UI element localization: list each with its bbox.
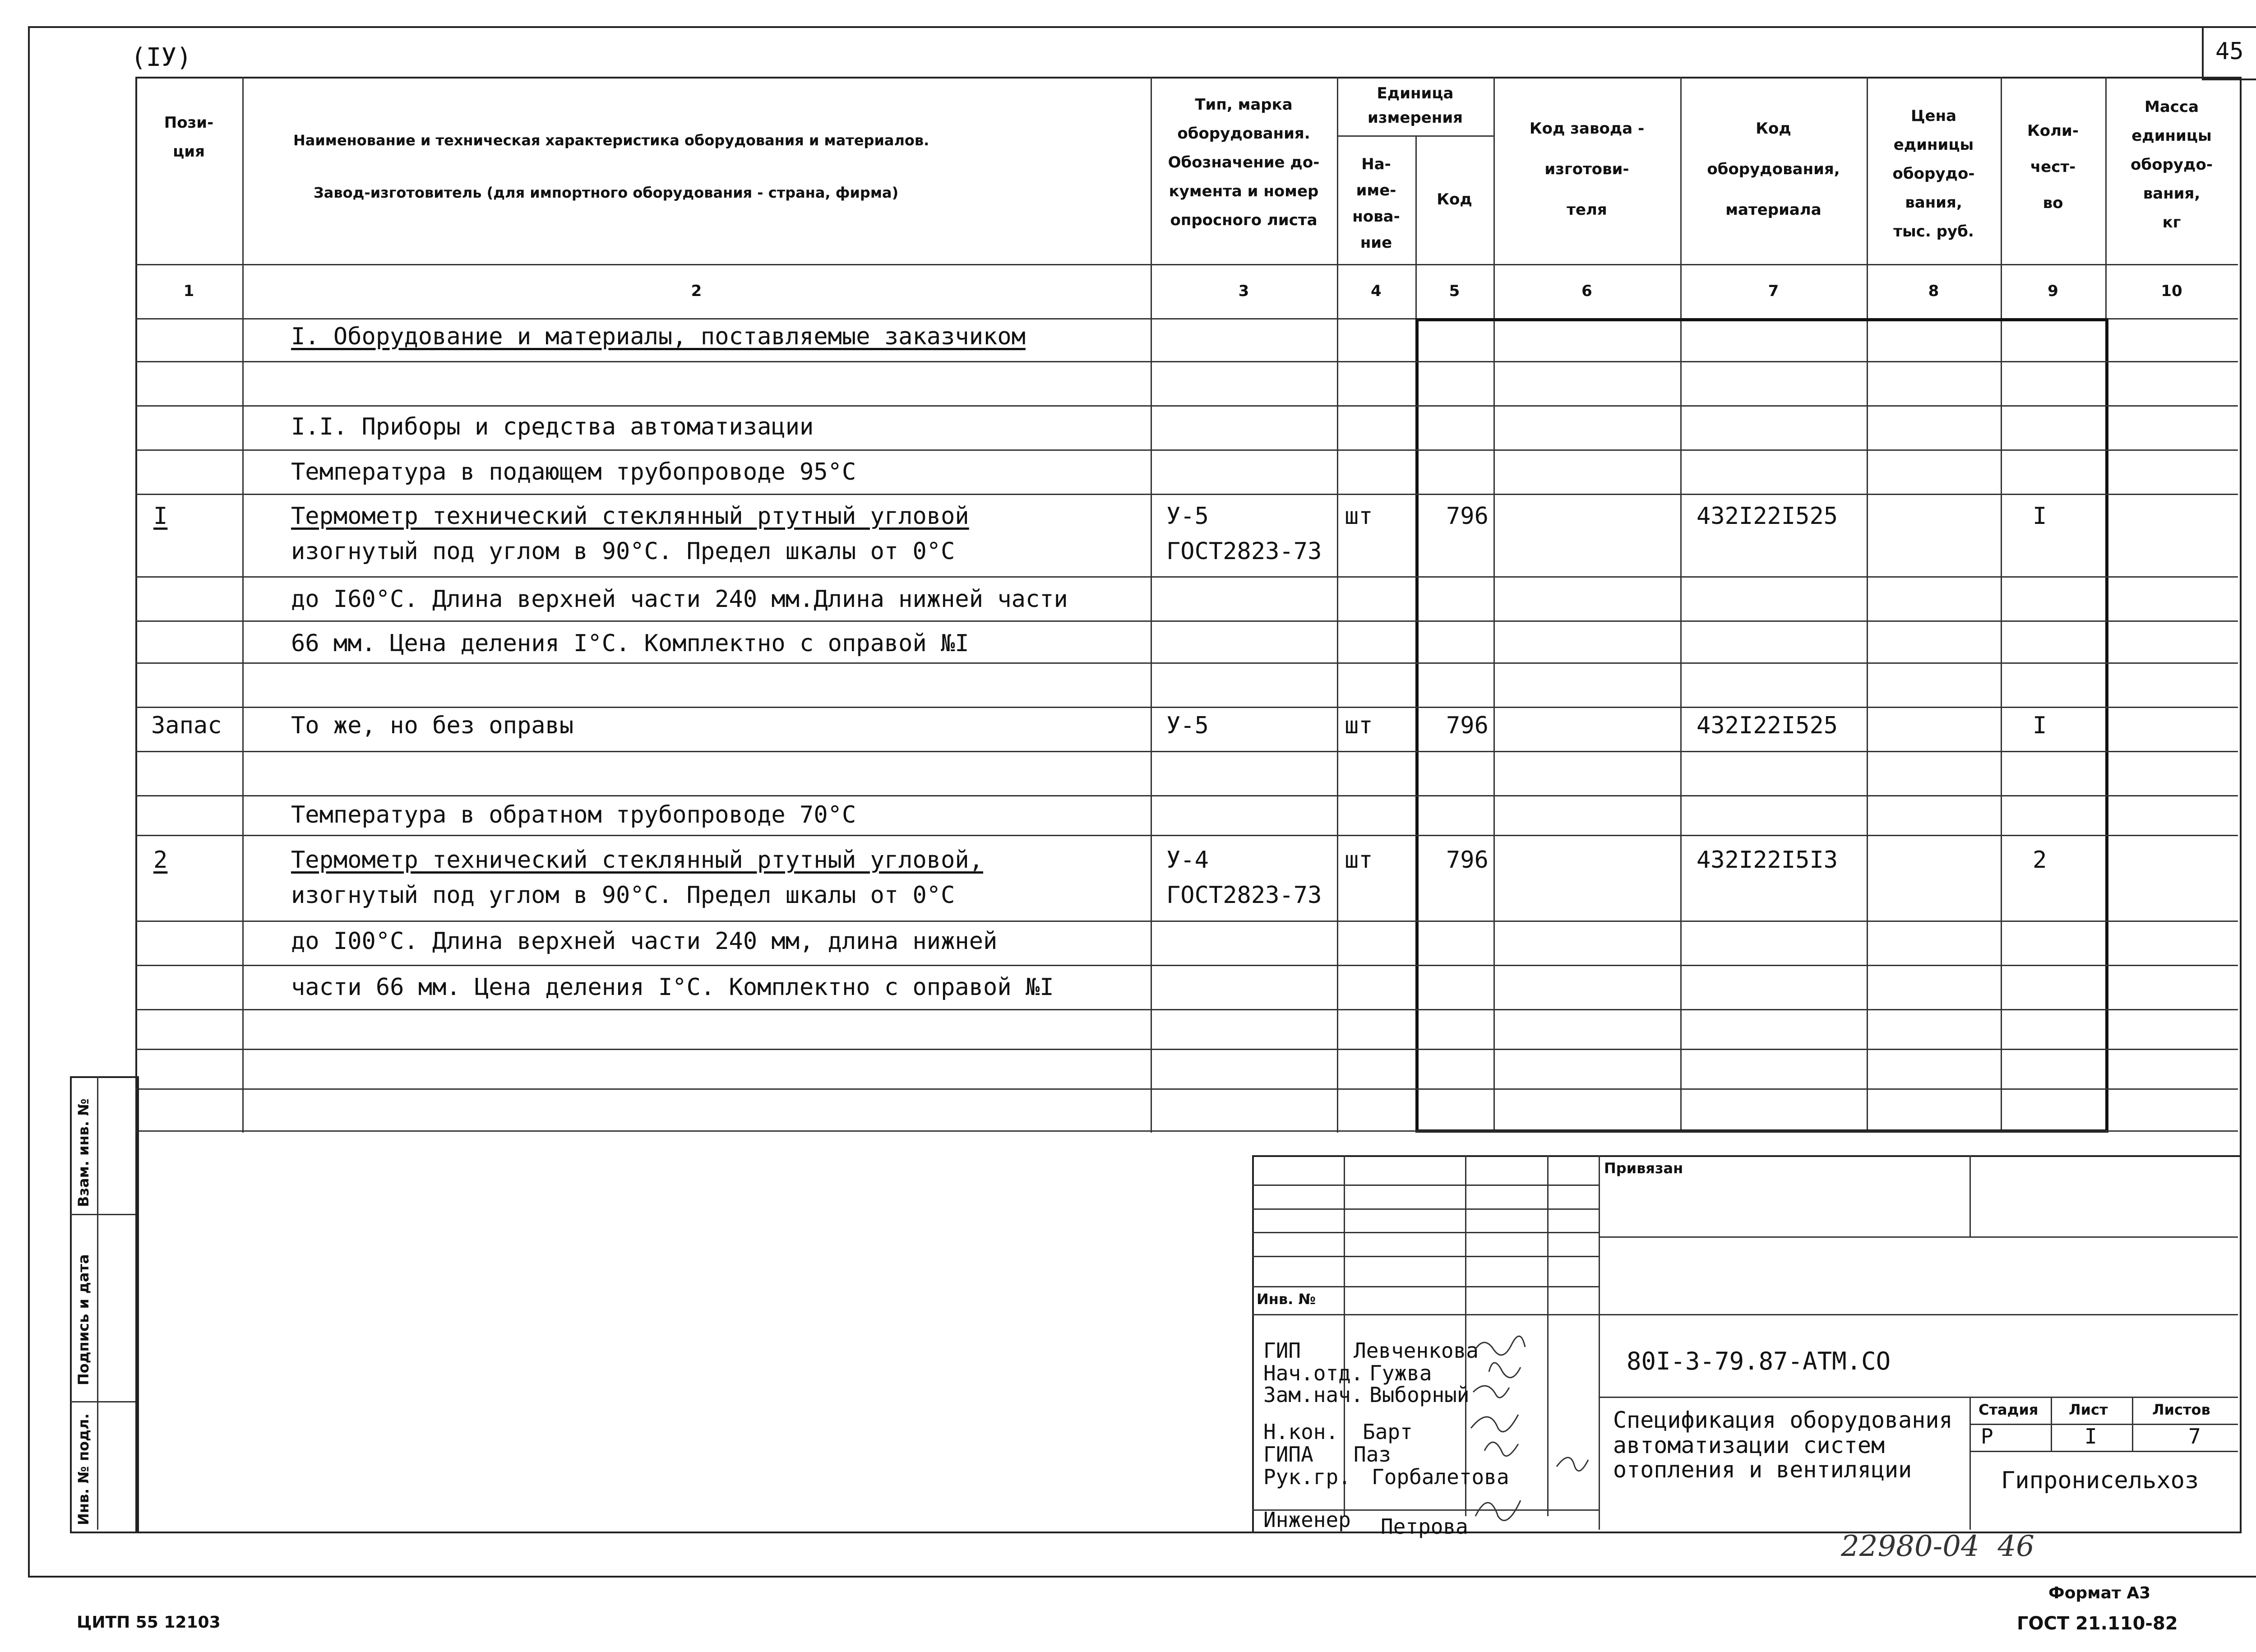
row-name: до I60°С. Длина верхней части 240 мм.Длина нижней части — [291, 586, 1068, 613]
row-unit: шт — [1345, 712, 1373, 739]
page-number: 45 — [2215, 38, 2244, 65]
col-number: 6 — [1581, 282, 1592, 300]
col-number: 4 — [1371, 282, 1382, 300]
col-number: 2 — [691, 282, 702, 300]
header-mass: Масса единицы оборудо- вания, кг — [2131, 98, 2213, 231]
row-name: Термометр технический стеклянный ртутный угловой — [291, 503, 969, 530]
sheets-label: Листов — [2152, 1401, 2210, 1418]
handwritten-number: 22980-04 46 — [1841, 1530, 2034, 1563]
header-factory-code: Код завода - изготови- теля — [1529, 120, 1645, 219]
row-position: Запас — [151, 712, 222, 739]
row-quantity: I — [2033, 712, 2047, 739]
sheet-mark: (IУ) — [131, 43, 192, 72]
staff-role: ГИП — [1263, 1338, 1301, 1363]
row-type: ГОСТ2823-73 — [1166, 882, 1322, 909]
row-quantity: 2 — [2033, 847, 2047, 874]
row-position: I — [153, 503, 168, 530]
staff-role: ГИПА — [1263, 1442, 1313, 1467]
staff-name: Гужва — [1369, 1361, 1432, 1385]
staff-name: Выборный — [1369, 1383, 1470, 1407]
staff-role: Инженер — [1263, 1508, 1351, 1532]
row-type: ГОСТ2823-73 — [1166, 538, 1322, 565]
doc-title-line2: автоматизации систем — [1613, 1432, 1885, 1458]
sheet-value: I — [2085, 1424, 2097, 1448]
header-name-line1: Наименование и техническая характеристика оборудования и материалов. — [293, 132, 929, 149]
staff-role: Рук.гр. — [1263, 1465, 1351, 1489]
header-unit-name: На- име- нова- ние — [1352, 155, 1400, 252]
staff-name: Петрова — [1381, 1514, 1468, 1539]
col-number: 10 — [2161, 282, 2182, 300]
label-inv-podl: Инв. № подл. — [75, 1413, 92, 1525]
staff-name: Барт — [1363, 1420, 1413, 1444]
subsection-title: I.I. Приборы и средства автоматизации — [291, 413, 814, 440]
staff-name: Паз — [1354, 1442, 1392, 1467]
row-name: изогнутый под углом в 90°С. Предел шкалы от 0°С — [291, 882, 955, 909]
col-number: 8 — [1928, 282, 1939, 300]
header-unit-group: Единица измерения — [1368, 84, 1463, 127]
row-name: изогнутый под углом в 90°С. Предел шкалы от 0°С — [291, 538, 955, 565]
doc-title-line3: отопления и вентиляции — [1613, 1457, 1912, 1483]
group-title-supply: Температура в подающем трубопроводе 95°С — [291, 458, 856, 486]
sheet-label: Лист — [2069, 1401, 2108, 1418]
staff-role: Нач.отд. — [1263, 1361, 1364, 1385]
header-quantity: Коли- чест- во — [2027, 122, 2079, 212]
inv-no-label: Инв. № — [1257, 1291, 1316, 1308]
header-unit-code: Код — [1437, 190, 1472, 208]
organization: Гипронисельхоз — [2001, 1467, 2199, 1494]
row-unit-code: 796 — [1446, 712, 1489, 739]
stage-label: Стадия — [1979, 1401, 2039, 1418]
col-number: 3 — [1238, 282, 1249, 300]
row-equipment-code: 432I22I525 — [1697, 503, 1838, 530]
row-unit-code: 796 — [1446, 503, 1489, 530]
row-name: части 66 мм. Цена деления I°С. Комплектно с оправой №I — [291, 974, 1054, 1001]
col-number: 1 — [183, 282, 194, 300]
row-equipment-code: 432I22I525 — [1697, 712, 1838, 739]
row-name: до I00°С. Длина верхней части 240 мм, длина нижней — [291, 928, 998, 955]
header-type: Тип, марка оборудования. Обозначение до- кумента и номер опросного листа — [1168, 96, 1320, 229]
row-type: У-4 — [1166, 847, 1209, 874]
header-equipment-code: Код оборудования, материала — [1707, 120, 1840, 219]
row-unit: шт — [1345, 503, 1373, 530]
header-name-line2: Завод-изготовитель (для импортного оборудования - страна, фирма) — [314, 184, 899, 201]
format-label: Формат А3 — [2048, 1584, 2151, 1602]
doc-code: 80I-3-79.87-АТМ.СО — [1627, 1347, 1891, 1375]
col-number: 9 — [2048, 282, 2058, 300]
footer-right: ГОСТ 21.110-82 — [2017, 1613, 2178, 1634]
col-number: 7 — [1768, 282, 1779, 300]
row-name: 66 мм. Цена деления I°С. Комплектно с оправой №I — [291, 630, 969, 657]
stage-value: Р — [1981, 1424, 1993, 1448]
row-quantity: I — [2033, 503, 2047, 530]
footer-left: ЦИТП 55 12103 — [77, 1613, 221, 1632]
label-podpis: Подпись и дата — [75, 1254, 92, 1385]
staff-name: Левченкова — [1354, 1338, 1479, 1363]
staff-role: Зам.нач. — [1263, 1383, 1364, 1407]
row-position: 2 — [153, 847, 168, 874]
header-position: Пози- ция — [164, 114, 214, 161]
sheets-value: 7 — [2188, 1424, 2201, 1448]
row-equipment-code: 432I22I5I3 — [1697, 847, 1838, 874]
doc-title-line1: Спецификация оборудования — [1613, 1407, 1953, 1433]
row-type: У-5 — [1166, 712, 1209, 739]
section-title: I. Оборудование и материалы, поставляемые заказчиком — [291, 323, 1026, 350]
col-number: 5 — [1449, 282, 1460, 300]
privyazan-label: Привязан — [1604, 1160, 1683, 1177]
group-title-return: Температура в обратном трубопроводе 70°С — [291, 801, 856, 828]
row-type: У-5 — [1166, 503, 1209, 530]
row-name: Термометр технический стеклянный ртутный угловой, — [291, 847, 984, 874]
row-name: То же, но без оправы — [291, 712, 574, 739]
staff-role: Н.кон. — [1263, 1420, 1339, 1444]
row-unit-code: 796 — [1446, 847, 1489, 874]
header-price: Цена единицы оборудо- вания, тыс. руб. — [1892, 107, 1975, 241]
staff-name: Горбалетова — [1372, 1465, 1509, 1489]
label-inv-vzam: Взам. инв. № — [75, 1098, 92, 1207]
signature-marks — [1466, 1331, 1615, 1530]
row-unit: шт — [1345, 847, 1373, 874]
